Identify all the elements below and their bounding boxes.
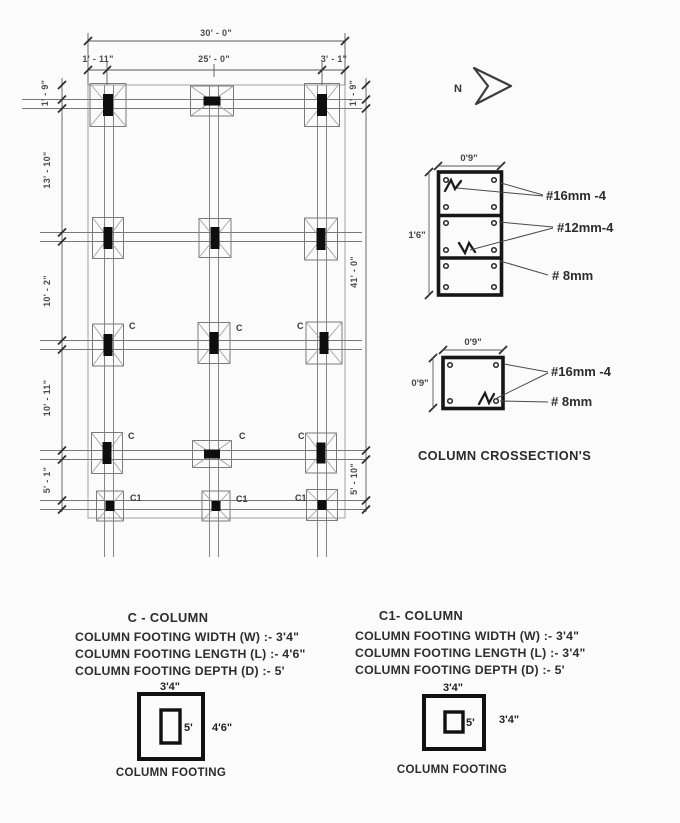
column-tag-c: C: [129, 321, 136, 331]
column-fill: [317, 94, 327, 116]
column-section-2: [411, 337, 611, 409]
rebar-dot: [492, 221, 497, 226]
column-fill: [210, 332, 219, 354]
dim-left-1: 1' - 9": [40, 79, 50, 107]
footing-c1-width-spec: COLUMN FOOTING WIDTH (W) :- 3'4": [355, 629, 580, 643]
footing-c-caption: COLUMN FOOTING: [115, 767, 227, 779]
footing: [191, 86, 234, 116]
rebar-dot: [492, 178, 497, 183]
rebar-dot: [492, 248, 497, 253]
footing-c-block: [75, 610, 306, 779]
footing-c-depth-spec: COLUMN FOOTING DEPTH (D) :- 5': [75, 664, 285, 678]
column-fill: [317, 228, 326, 250]
footing-c-width-spec: COLUMN FOOTING WIDTH (W) :- 3'4": [75, 630, 300, 644]
footing: [307, 490, 338, 521]
section1-callout-12mm: #12mm-4: [557, 220, 614, 235]
column-tag-c: C: [298, 431, 305, 441]
footing: [202, 491, 230, 521]
footing: [92, 433, 123, 474]
rebar-dot: [492, 264, 497, 269]
rebar-dot: [444, 221, 449, 226]
column-fill: [204, 97, 221, 106]
column-fill: [106, 501, 115, 511]
rebar-dot: [444, 178, 449, 183]
dim-left-2: 13' - 10": [42, 151, 52, 189]
rebar-dot: [494, 399, 499, 404]
rebar-hook-icon: [479, 393, 494, 404]
dim-right-2: 41' - 0": [349, 256, 359, 288]
column-fill: [204, 450, 220, 459]
section1-callout-8mm: # 8mm: [552, 268, 594, 283]
footing: [97, 491, 124, 521]
rebar-dot: [448, 399, 453, 404]
dim-overall-width: 30' - 0": [200, 28, 232, 38]
column-fill: [103, 94, 113, 116]
dim-left-3: 10' - 2": [42, 275, 52, 307]
north-arrow-icon: [474, 68, 511, 104]
column-tag-c: C: [128, 431, 135, 441]
dim-top-middle: 25' - 0": [198, 54, 230, 64]
rebar-dot: [444, 248, 449, 253]
rebar-dot: [444, 285, 449, 290]
rebar-hook-icon: [459, 243, 475, 253]
rebar-dot: [492, 205, 497, 210]
footing-c1-caption: COLUMN FOOTING: [396, 764, 508, 776]
rebar-dot: [444, 205, 449, 210]
section1-height-dim: 1'6": [408, 230, 426, 241]
footing-c-dim-inner: 5': [184, 722, 193, 734]
north-label: N: [454, 83, 462, 95]
column-fill: [103, 442, 112, 464]
footing-c-dim-top: 3'4": [159, 681, 181, 693]
column-tag-c: C: [297, 321, 304, 331]
footing-c1-title: C1- COLUMN: [378, 608, 464, 623]
footing: [93, 218, 124, 259]
footing-c1-depth-spec: COLUMN FOOTING DEPTH (D) :- 5': [355, 663, 565, 677]
rebar-dots: [448, 363, 499, 404]
footing: [90, 84, 126, 127]
footing-c-outer: [139, 694, 203, 759]
footing: [305, 84, 340, 127]
dim-right-1: 1' - 9": [348, 79, 358, 107]
footing-c1-length-spec: COLUMN FOOTING LENGTH (L) :- 3'4": [355, 646, 586, 660]
section2-height-dim: 0'9": [411, 378, 429, 389]
column-section-1: [408, 153, 614, 295]
section1-width-dim: 0'9": [460, 153, 478, 164]
section2-callout-16mm: #16mm -4: [551, 364, 611, 379]
column-fill: [212, 501, 221, 511]
column-tag-c1: C1: [295, 493, 307, 503]
dim-left-4: 10' - 11": [42, 379, 52, 417]
column-fill: [104, 227, 113, 249]
foundation-plan: [22, 28, 507, 557]
footing-c1-dim-right: 3'4": [499, 714, 520, 726]
dim-top-left: 1' - 11": [82, 54, 114, 64]
footing: [306, 322, 342, 364]
column-tag-c1: C1: [236, 494, 248, 504]
footing-c1-outer: [424, 696, 484, 749]
footing: [199, 219, 231, 258]
section2-width-dim: 0'9": [464, 337, 482, 348]
rebar-dot: [444, 264, 449, 269]
footing: [306, 433, 337, 473]
dim-top-right: 3' - 1": [320, 54, 348, 64]
footings: [90, 84, 342, 522]
column-fill: [318, 500, 327, 510]
footing-c-title: C - COLUMN: [127, 610, 209, 625]
dim-right-3: 5' - 10": [349, 463, 359, 495]
footing: [193, 441, 232, 468]
column-tag-c: C: [239, 431, 246, 441]
north-arrow: [454, 68, 511, 104]
footing-c-length-spec: COLUMN FOOTING LENGTH (L) :- 4'6": [75, 647, 306, 661]
column-fill: [211, 227, 220, 249]
footing-c-column: [161, 710, 180, 743]
section2-callout-8mm: # 8mm: [551, 394, 593, 409]
section1-callout-16mm: #16mm -4: [546, 188, 606, 203]
column-fill: [317, 443, 326, 464]
footing-c1-dim-top: 3'4": [442, 682, 464, 694]
column-tag-c: C: [236, 323, 243, 333]
footing-c1-block: [355, 608, 586, 776]
footing-c1-dim-inner: 5': [466, 717, 475, 729]
column-fill: [320, 332, 329, 354]
column-fill: [104, 334, 113, 356]
rebar-dot: [492, 285, 497, 290]
rebar-dots: [444, 178, 497, 290]
footing-c-dim-right: 4'6": [212, 722, 233, 734]
column-tag-c1: C1: [130, 493, 142, 503]
footing: [93, 324, 124, 366]
beam-grid: [22, 85, 366, 557]
footing: [305, 218, 338, 260]
dim-left-5: 5' - 1": [42, 466, 52, 494]
sections-title: COLUMN CROSSECTION'S: [418, 448, 592, 463]
footing: [198, 323, 230, 364]
rebar-dot: [494, 363, 499, 368]
footing-c1-column: [445, 712, 463, 732]
rebar-dot: [448, 363, 453, 368]
